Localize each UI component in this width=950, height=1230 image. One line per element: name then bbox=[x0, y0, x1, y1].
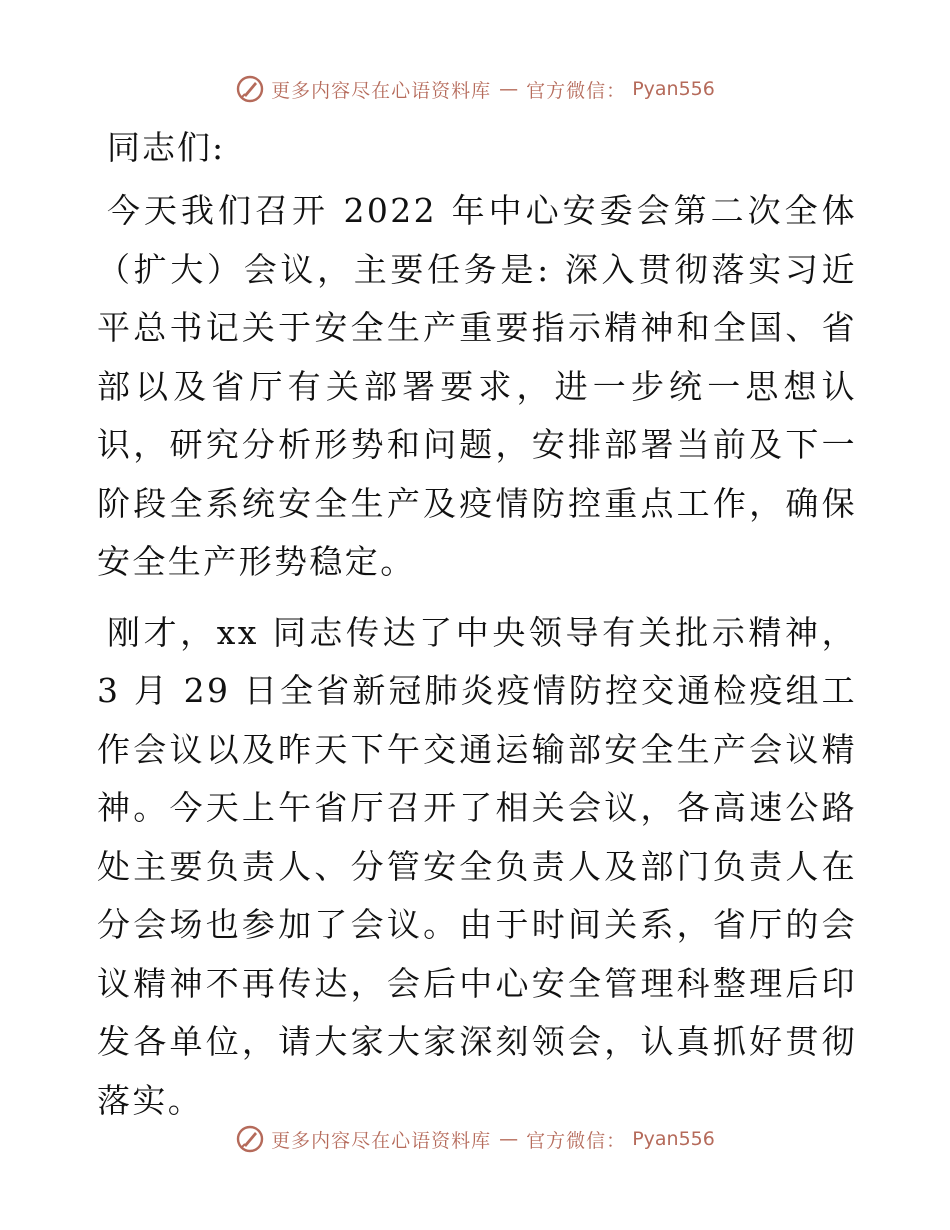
watermark-text: 更多内容尽在心语资料库 bbox=[271, 1129, 492, 1152]
watermark-dash: — bbox=[499, 78, 519, 100]
watermark-text: 更多内容尽在心语资料库 bbox=[271, 79, 492, 102]
paragraph-1: 今天我们召开 2022 年中心安委会第二次全体（扩大）会议，主要任务是: 深入贯彻落实习近平总书记关于安全生产重要指示精神和全国、省部以及省厅有关部署要求，进一步统一思想认识，研究分析形势和问题，安排部署当前及下一阶段全系统安全生产及疫情防控重点工作，确保安全生产形势稳定。 bbox=[97, 191, 857, 581]
watermark-wechat-label: 官方微信： bbox=[526, 79, 627, 102]
greeting: 同志们: bbox=[107, 128, 226, 167]
quill-circle-logo-icon bbox=[235, 1124, 265, 1154]
watermark-wechat-id: Pyan556 bbox=[632, 1128, 715, 1150]
quill-circle-logo-icon bbox=[235, 74, 265, 104]
footer-watermark bbox=[0, 1124, 950, 1154]
watermark-wechat-label: 官方微信： bbox=[526, 1129, 627, 1152]
document-body bbox=[97, 125, 857, 1142]
header-watermark bbox=[0, 74, 950, 104]
paragraph-2: 刚才，xx 同志传达了中央领导有关批示精神，3 月 29 日全省新冠肺炎疫情防控交通检疫组工作会议以及昨天下午交通运输部安全生产会议精神。今天上午省厅召开了相关会议，各高速公路处主要负责人、分管安全负责人及部门负责人在分会场也参加了会议。由于时间关系，省厅的会议精神不再传达，会后中心安全管理科整理后印发各单位，请大家大家深刻领会，认真抓好贯彻落实。 bbox=[97, 612, 857, 1120]
watermark-dash: — bbox=[499, 1128, 519, 1150]
watermark-wechat-id: Pyan556 bbox=[632, 78, 715, 100]
